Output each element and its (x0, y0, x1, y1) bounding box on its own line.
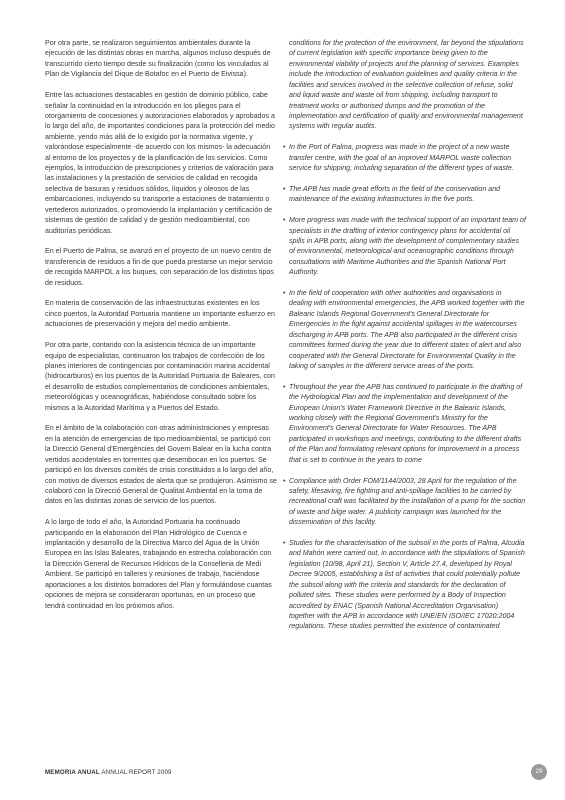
bullet-text: More progress was made with the technical support of an important team of specialists in the drafting of interior contingency plans for accidental oil spills in APB ports, along with the development of complementary studies of environmental, meteorological and oceanographic conditions through consultations with Maritime Authorities and the Spanish National Port Authority. (289, 216, 526, 277)
bullet-icon: • (283, 289, 286, 297)
paragraph-es-3: En el Puerto de Palma, se avanzó en el proyecto de un nuevo centro de transferencia de residuos a fin de que pueda prestarse un mejor servicio de recogida MARPOL a los buques, con separación de los distintos tipos de residuos. (45, 247, 274, 287)
paragraph-en-intro: conditions for the protection of the environment, far beyond the stipulations of current legislation with specific importance being given to the environmental viability of projects and the planning of services. Examples include the introduction of evaluation guidelines and quality criteria in the facilities and services involved in the selective collection of refuse, solid and liquid waste and waste oil from shipping, including transport to treatment works or authorised dumps and the promotion of the implementation and certification of quality and environmental management systems with regular audits. (289, 39, 524, 131)
footer-label-bold: MEMORIA ANUAL (45, 769, 100, 776)
bullet-text: Studies for the characterisation of the subsoil in the ports of Palma, Alcudia and Mahón were carried out, in accordance with the stipulations of Spanish legislation (10/98, April 21), Section V, Article 27.4, developed by Royal Decree 9/2005, establishing a list of activities that could potentially pollute the subsoil along with the criteria and standards for the declaration of polluted sites. These studies were performed by a Body of Inspection accredited by ENAC (Spanish National Accreditation Organisation) together with the APB in accordance with UNE/EN ISO/IEC 17020:2004 regulations. These studies permitted the existence of contaminated (289, 539, 525, 631)
bullet-item (283, 382, 526, 465)
bullet-item (283, 215, 526, 278)
bullet-text: Throughout the year the APB has continued to participate in the drafting of the Hydrological Plan and the implementation and development of the European Union's Water Framework Directive in the Balearic Islands, working closely with the Regional Government's Ministry for the Environment's General Directorate for Water Resources. The APB participated in workshops and meetings, contributing to the different drafts of the Plan and formulating relevant options for improvement in a process that is set to continue in the years to come (289, 382, 523, 464)
left-column (45, 38, 277, 621)
page-footer (45, 769, 172, 776)
paragraph-es-5: Por otra parte, contando con la asistencia técnica de un importante equipo de especialistas, continuaron los trabajos de confección de los planes interiores de contingencias por contaminación marina accidental (hidrocarburos) en los puertos de la Autoridad Portuaria de Baleares, con el desarrollo de estudios complementarios de condiciones ambientales, meteorológicas y oceanográficas, habiéndose consultado sobre los mismos a la Autoridad Marítima y a Puertos del Estado. (45, 341, 275, 412)
bullet-text: The APB has made great efforts in the field of the conservation and maintenance of the existing infrastructures in the five ports. (289, 184, 501, 204)
bullet-icon: • (283, 382, 286, 391)
bullet-icon: • (283, 143, 286, 152)
paragraph-es-1: Por otra parte, se realizaron seguimientos ambientales durante la ejecución de las distintas obras en marcha, algunos incluso después de transcurrido cierto tiempo desde su finalización (como los vinculados al Plan de Vigilancia del Dique de Botafoc en el Puerto de Eivissa). (45, 39, 271, 79)
bullet-text: In the Port of Palma, progress was made in the project of a new waste transfer centre, with the goal of an improved MARPOL waste collection service for shipping, including separation of the different types of waste. (289, 143, 514, 173)
bullet-icon: • (283, 184, 286, 193)
bullet-item (283, 142, 526, 173)
paragraph-es-7: A lo largo de todo el año, la Autoridad Portuaria ha continuado participando en la elaboración del Plan Hidrológico de Cuenca e implantación y desarrollo de la Directiva Marco del Agua de la Unión Europea en las Islas Baleares, trabajando en estrecha colaboración con la Dirección General de Recursos Hídricos de la Conselleria de Medi Ambient. Se participó en talleres y reuniones de trabajo, haciéndose aportaciones a los distintos borradores del Plan y formulándose cuantas opciones de mejora se consideraron oportunas, en un proceso que tendrá continuidad en los próximos años. (45, 518, 272, 610)
paragraph-es-4: En materia de conservación de las infraestructuras existentes en los cinco puertos, la Autoridad Portuaria mantiene un importante esfuerzo en actuaciones de preservación y mejora del medio ambiente. (45, 299, 275, 329)
bullet-icon: • (283, 216, 286, 225)
bullet-text: Compliance with Order FOM/1144/2003, 28 April for the regulation of the safety, lifesaving, fire fighting and anti-spillage facilities to be carried by recreational craft was facilitated by the installation of a pump for the suction of waste and bilge water. A publicity campaign was launched for the dissemination of this facility. (289, 476, 526, 527)
bullet-icon: • (283, 539, 286, 548)
paragraph-es-2: Entre las actuaciones destacables en gestión de dominio público, cabe señalar la continuidad en la introducción en los pliegos para el otorgamiento de concesiones y autorizaciones elaborados y aprobados a lo largo del año, de importantes condiciones para la protección del medio ambiente, yendo más allá de lo exigido por la normativa vigente, y valorándose especialmente -de acuerdo con los mismos- la adecuación al entorno de los proyectos y de la planificación de los servicios. Como ejemplos, la introducción de prescripciones y criterios de valoración para las instalaciones y la prestación de servicios de calidad en recogida selectiva de basuras y residuos sólidos, líquidos y oleosos de las embarcaciones, incluyendo su transporte a estaciones de tratamiento o vertederos autorizados, o promoviendo la implantación y certificación de sistemas de gestión de calidad y de gestión medioambiental, con auditorías periódicas. (45, 91, 275, 235)
page-number-badge: 29 (531, 764, 547, 780)
footer-label-rest: ANNUAL REPORT 2009 (101, 769, 172, 776)
bullet-icon: • (283, 476, 286, 485)
bullet-item (283, 476, 526, 528)
bullet-text: In the field of cooperation with other authorities and organisations in dealing with environmental emergencies, the APB worked together with the Balearic Islands Regional Government's General Directorate for Emergencies in the fight against accidental spillages in the watercourses discharging in APB ports. The APB also participated in the different crisis committees formed during the year due to different states of alert and also cooperated with the General Directorate for Environmental Quality in the taking of samples in the different service areas of the ports. (289, 289, 525, 370)
bullet-item (283, 538, 526, 632)
right-column (283, 38, 526, 642)
bullet-item (283, 288, 526, 371)
paragraph-es-6: En el ámbito de la colaboración con otras administraciones y empresas en la atención de emergencias de tipo medioambiental, se participó con la Direcció General d'Emergències del Govern Balear en la lucha contra vertidos accidentales en torrentes que desembocan en los puertos. Se participó en los diversos comités de crisis constituidos a lo largo del año, con motivo de diversos estados de alerta que se produjeron. Asimismo se colaboró con la Direcció General de Qualitat Ambiental en la toma de datos en las distintas zonas de servicio de los puertos. (45, 424, 277, 506)
bullet-item (283, 184, 526, 205)
